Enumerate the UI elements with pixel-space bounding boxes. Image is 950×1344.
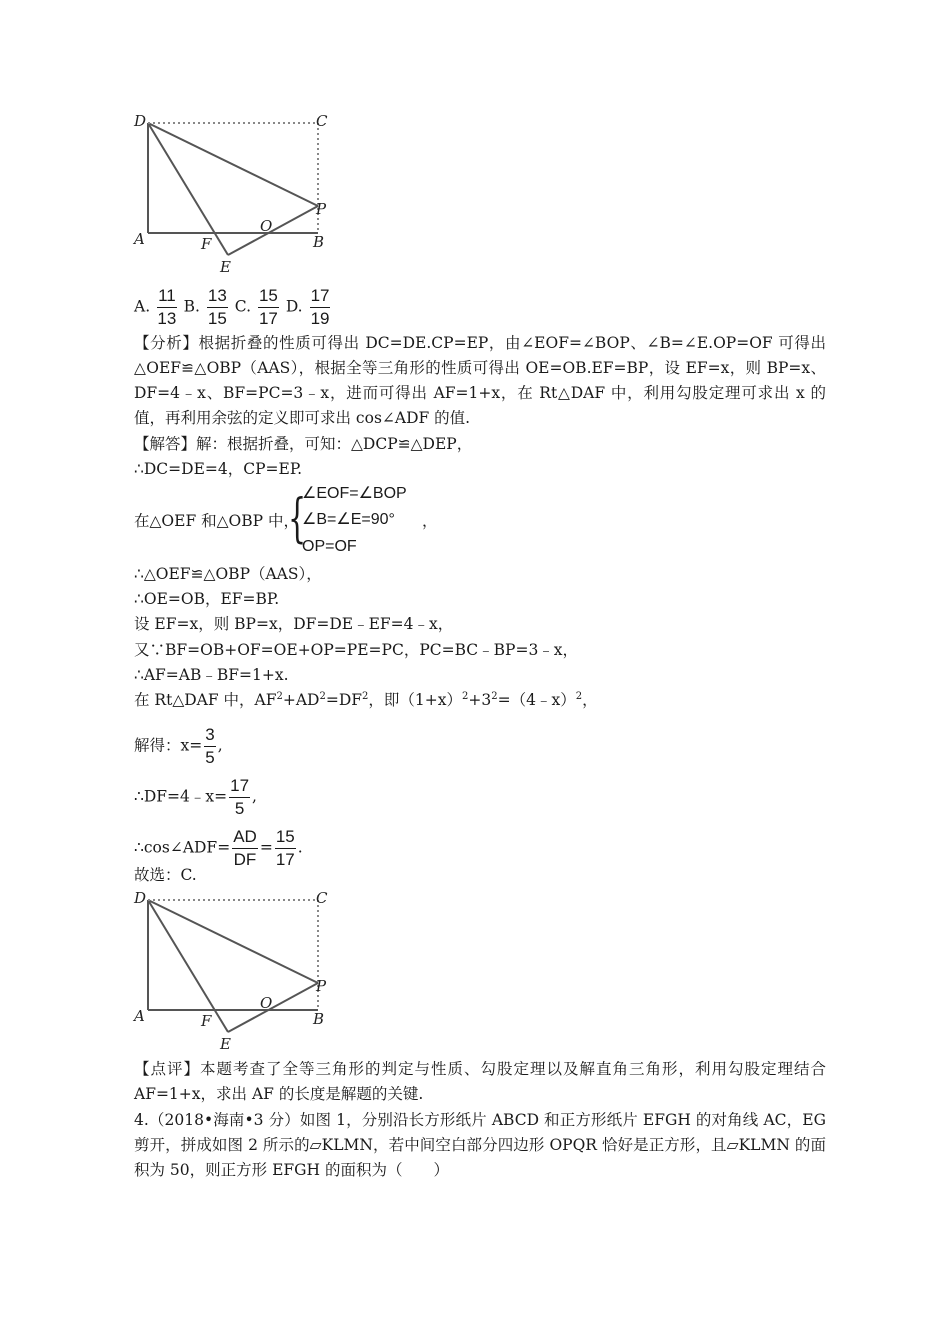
superscript: 2 [575, 691, 583, 702]
solve-suffix: , [217, 736, 223, 755]
geometry-figure-bottom [130, 887, 340, 1052]
solution-line-12 [134, 827, 303, 870]
cos-ratio-fraction [232, 827, 258, 870]
option-d-fraction [310, 286, 331, 329]
df-suffix: , [252, 787, 257, 806]
geometry-figure-top [130, 110, 340, 275]
solution-line-9 [134, 690, 598, 710]
cos-equals: = [259, 838, 273, 857]
label-P: P [316, 200, 327, 218]
option-c-numerator: 15 [258, 286, 279, 308]
system-brace: { [288, 489, 307, 549]
option-c-denominator: 17 [258, 309, 278, 328]
question-4-paragraph: 4.（2018•海南•3 分）如图 1，分别沿长方形纸片 ABCD 和正方形纸片 EFGH 的对角线 AC，EG 剪开，拼成如图 2 所示的▱KLMN，若中间空白部分四边形 OPQR 恰好是正方形，且▱KLMN 的面积为 50，则正方形 EFGH 的面积为（ ） [134, 1111, 826, 1179]
option-c-fraction [258, 286, 279, 329]
x-value-fraction [204, 725, 215, 768]
pythagoras-part-a: 在 Rt△DAF 中，AF [134, 691, 277, 709]
segment-EP [228, 206, 318, 255]
label-A: A [134, 1007, 145, 1025]
option-a-denominator: 13 [157, 309, 177, 328]
cos-ratio-denominator: DF [233, 850, 257, 869]
superscript: 2 [362, 691, 369, 702]
cos-value-denominator: 17 [275, 850, 295, 869]
superscript: 2 [319, 691, 326, 702]
option-d-numerator: 17 [310, 286, 331, 308]
label-P: P [316, 977, 327, 995]
option-a-label: A. [134, 297, 151, 316]
superscript: 2 [462, 691, 469, 702]
label-C: C [316, 889, 328, 907]
label-D: D [134, 112, 147, 130]
solution-line-11 [134, 776, 257, 819]
cos-prefix: ∴cos∠ADF= [134, 838, 231, 857]
label-D: D [134, 889, 147, 907]
pythagoras-part-e: +3 [468, 691, 492, 709]
pythagoras-part-c: =DF [325, 691, 363, 709]
option-a-fraction [157, 286, 177, 329]
option-b-denominator: 15 [207, 309, 227, 328]
system-suffix: ， [422, 512, 438, 530]
solution-line-2: ∴DC=DE=4，CP=EP. [134, 460, 303, 478]
option-b-label: B. [183, 297, 200, 316]
df-numerator: 17 [229, 776, 250, 798]
pythagoras-part-f: =（4﹣x） [497, 691, 576, 709]
option-b-numerator: 13 [207, 286, 228, 308]
system-eq-2: ∠B=∠E=90° [302, 511, 395, 528]
solution-line-6: 设 EF=x，则 BP=x，DF=DE﹣EF=4﹣x， [134, 615, 454, 633]
option-d-denominator: 19 [310, 309, 330, 328]
label-O: O [260, 217, 273, 235]
superscript: 2 [276, 691, 283, 702]
solve-prefix: 解得：x= [134, 736, 203, 755]
cos-value-fraction [275, 827, 296, 870]
cos-ratio-numerator: AD [232, 827, 258, 849]
cos-suffix: . [297, 838, 303, 857]
x-numerator: 3 [204, 725, 215, 747]
x-denominator: 5 [205, 748, 215, 767]
label-F: F [201, 235, 212, 253]
option-b-fraction [207, 286, 228, 329]
solution-line-1: 【解答】解：根据折叠，可知：△DCP≌△DEP， [134, 435, 473, 453]
df-value-fraction [229, 776, 250, 819]
solution-line-10 [134, 725, 223, 768]
system-prefix: 在△OEF 和△OBP 中， [134, 512, 299, 530]
df-prefix: ∴DF=4﹣x= [134, 787, 228, 806]
df-denominator: 5 [234, 799, 245, 818]
label-F: F [201, 1012, 212, 1030]
solution-line-5: ∴OE=OB，EF=BP. [134, 590, 280, 608]
label-B: B [313, 233, 325, 251]
answer-options [134, 286, 332, 329]
analysis-paragraph: 【分析】根据折叠的性质可得出 DC=DE.CP=EP，由∠EOF=∠BOP、∠B=∠E.OP=OF 可得出△OEF≌△OBP（AAS），根据全等三角形的性质可得出 OE=OB.EF=BP，设 EF=x，则 BP=x、DF=4﹣x、BF=PC=3﹣x，进而可得出 AF=1+x，在 Rt△DAF 中，利用勾股定理可求出 x 的值，再利用余弦的定义即可求出 cos∠ADF 的值. [134, 334, 826, 427]
label-E: E [220, 258, 231, 275]
label-B: B [313, 1010, 325, 1028]
label-C: C [316, 112, 328, 130]
comment-paragraph: 【点评】本题考查了全等三角形的判定与性质、勾股定理以及解直角三角形，利用勾股定理结合 AF=1+x，求出 AF 的长度是解题的关键. [134, 1060, 826, 1103]
label-A: A [134, 230, 145, 248]
option-c-label: C. [234, 297, 252, 316]
label-E: E [220, 1035, 231, 1052]
solution-line-4: ∴△OEF≌△OBP（AAS）， [134, 565, 322, 583]
solution-line-3 [134, 511, 299, 531]
superscript: 2 [491, 691, 498, 702]
system-eq-3: OP=OF [302, 538, 357, 555]
pythagoras-part-g: ， [582, 691, 598, 709]
solution-line-7: 又∵BF=OB+OF=OE+OP=PE=PC，PC=BC﹣BP=3﹣x， [134, 641, 579, 659]
option-a-numerator: 11 [157, 286, 177, 308]
system-eq-1: ∠EOF=∠BOP [302, 485, 407, 502]
solution-line-13: 故选：C. [134, 866, 197, 884]
label-O: O [260, 994, 273, 1012]
pythagoras-part-b: +AD [282, 691, 320, 709]
solution-line-8: ∴AF=AB﹣BF=1+x. [134, 666, 289, 684]
pythagoras-part-d: ，即（1+x） [368, 691, 462, 709]
option-d-label: D. [285, 297, 303, 316]
cos-value-numerator: 15 [275, 827, 296, 849]
